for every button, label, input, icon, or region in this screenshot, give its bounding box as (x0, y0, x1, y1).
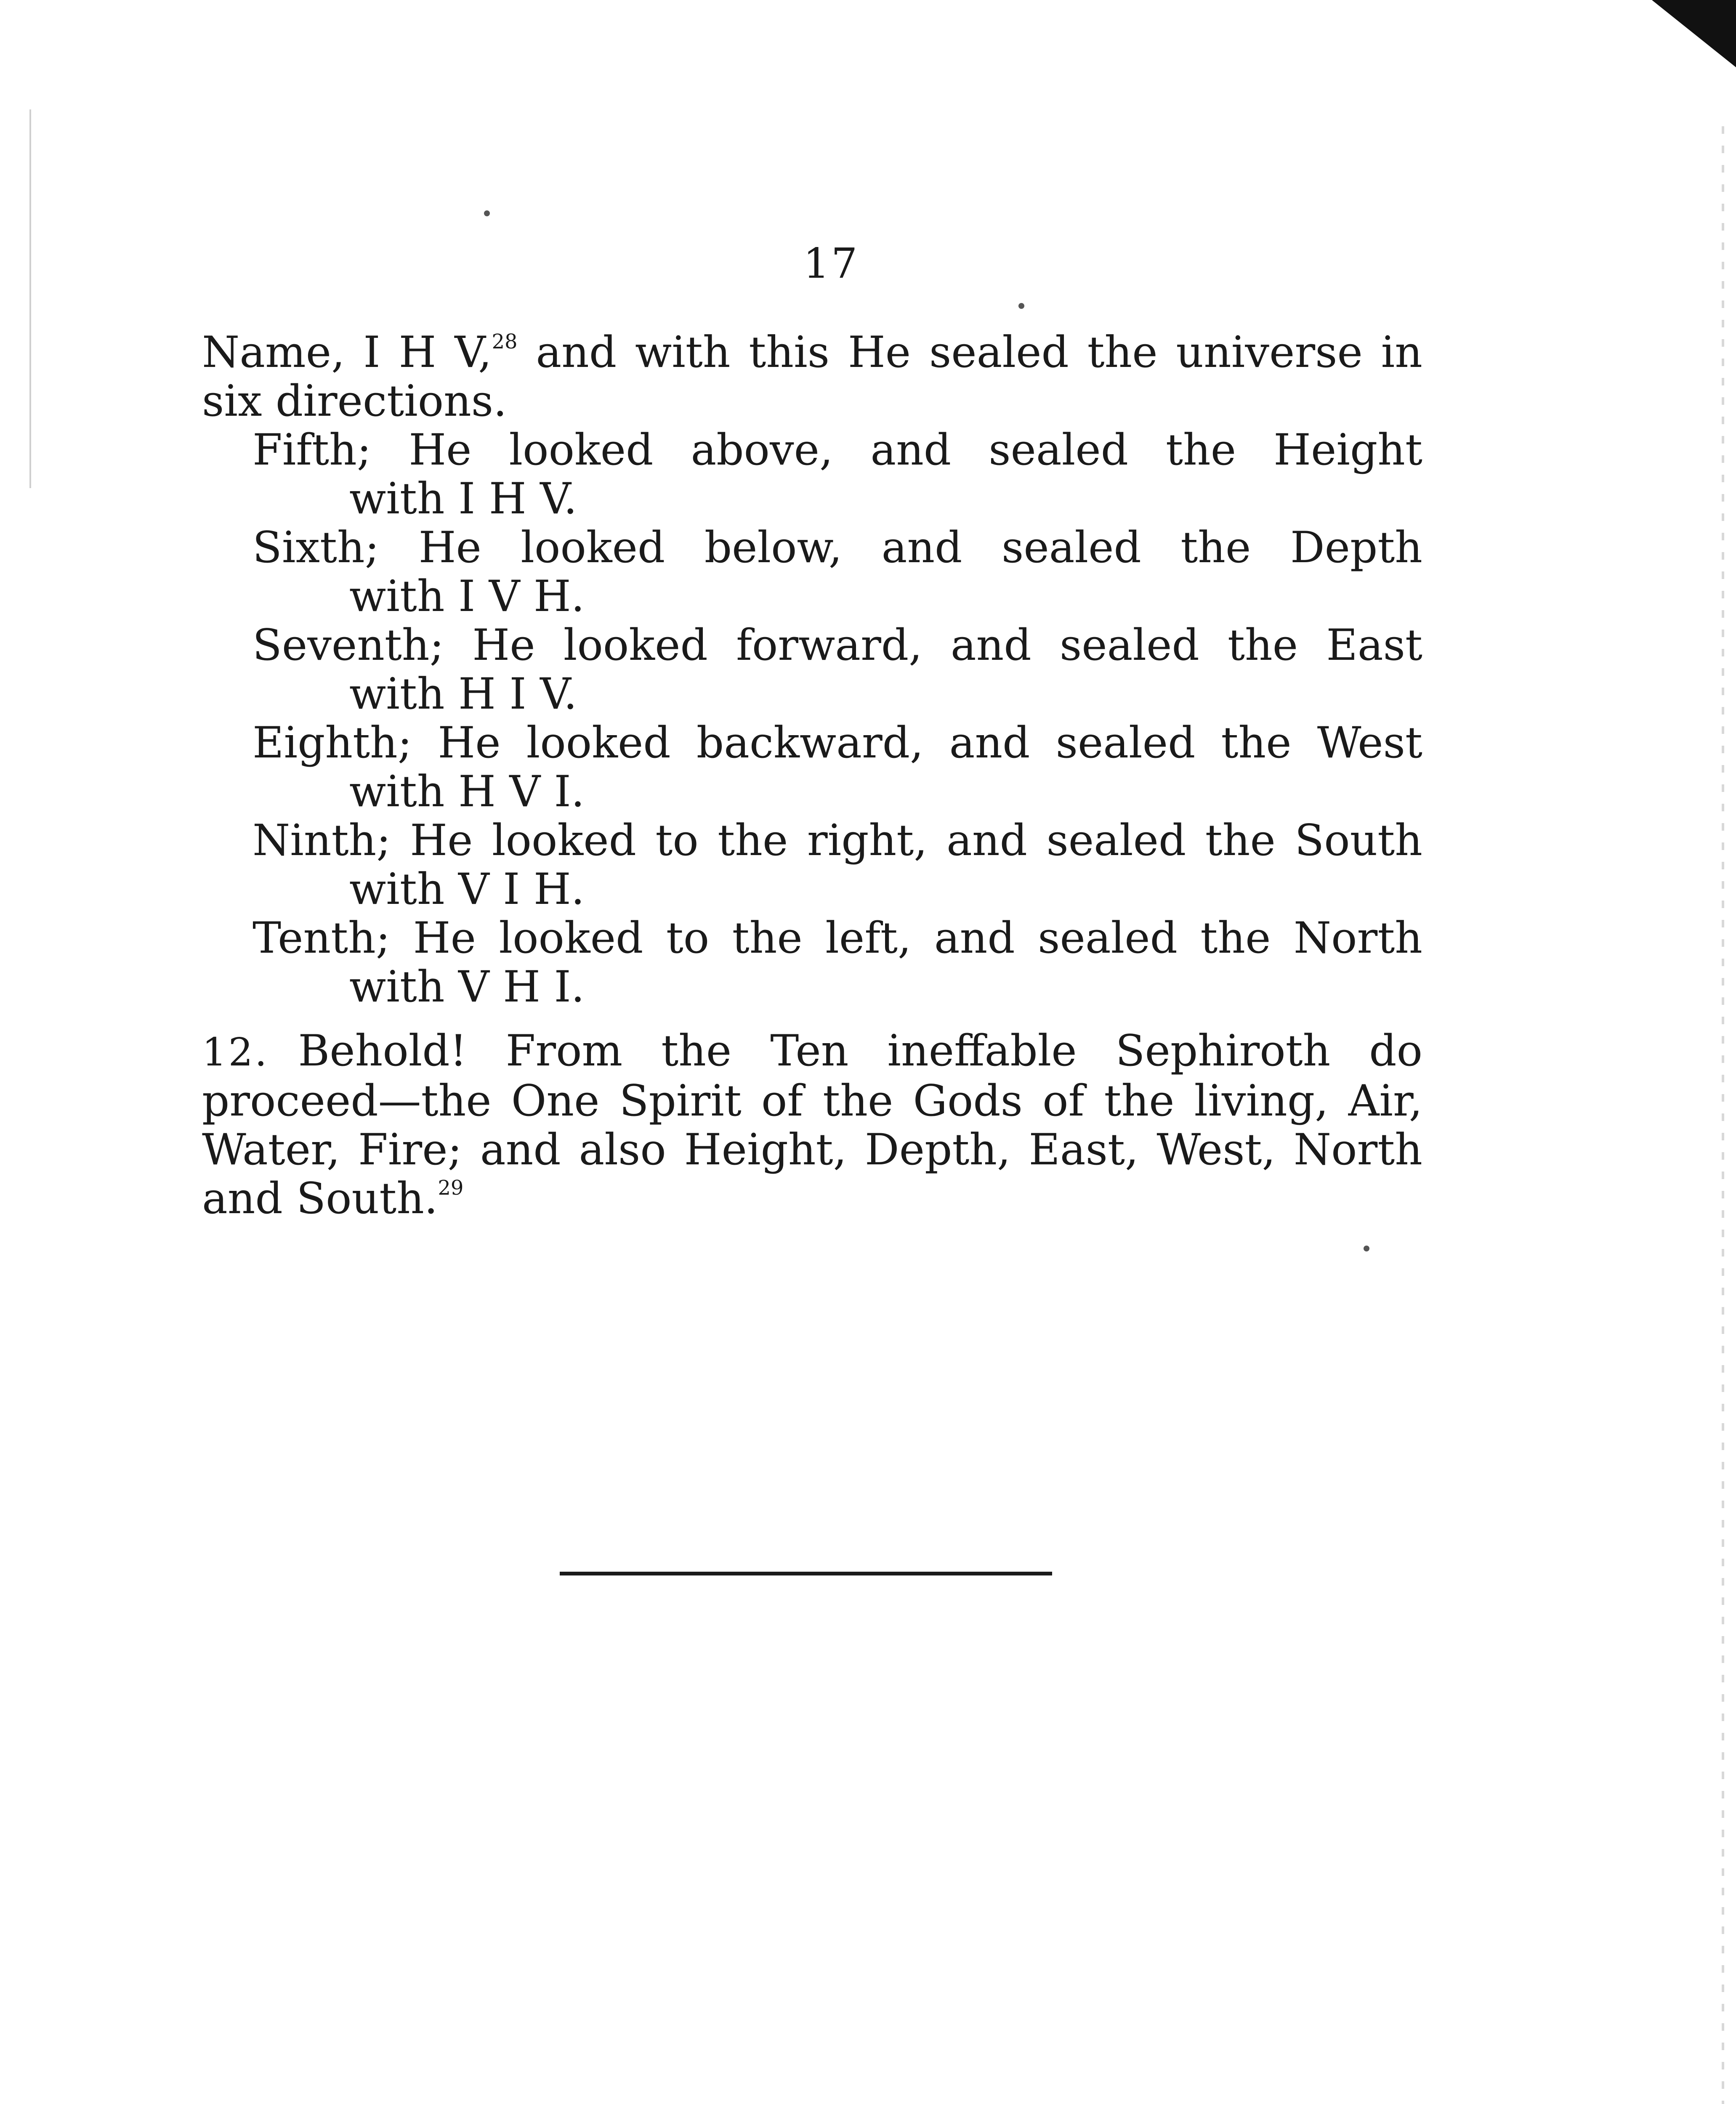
clause-seventh (202, 621, 1422, 719)
clause-ninth (202, 816, 1422, 914)
scan-right-edge (1722, 126, 1724, 2104)
intro-text-end: and with this He sealed the universe in six directions. (202, 327, 1422, 426)
clause-line: Tenth; He looked to the left, and sealed the North (253, 913, 1422, 963)
clause-line: Seventh; He looked forward, and sealed the East (253, 620, 1422, 670)
clause-continuation: with I V H. (349, 571, 585, 622)
section-number: 12. (202, 1030, 269, 1075)
scan-speck (1364, 1246, 1369, 1251)
clause-continuation: with V I H. (349, 864, 585, 914)
section-text: Behold! From the Ten ineffable Sephiroth do proceed—the One Spirit of the Gods of the living, Air, Water, Fire; and also Height, Depth, East, West, North and South. (202, 1026, 1422, 1224)
clause-continuation: with V H I. (349, 962, 585, 1012)
page-number: 17 (803, 240, 859, 288)
clause-line: Fifth; He looked above, and sealed the Height (253, 425, 1422, 475)
clause-tenth (202, 914, 1422, 1012)
scan-left-edge (29, 109, 31, 488)
main-text (202, 328, 1422, 1223)
scan-corner-mark (1652, 0, 1736, 67)
scan-speck (1018, 303, 1024, 309)
scan-speck (484, 210, 490, 216)
intro-text-start: Name, I H V, (202, 327, 492, 377)
clause-sixth (202, 523, 1422, 621)
clause-continuation: with H V I. (349, 767, 585, 817)
footnote-ref-29: 29 (438, 1176, 464, 1200)
intro-paragraph (202, 328, 1422, 426)
clause-continuation: with I H V. (349, 474, 577, 524)
section-12-paragraph (202, 1027, 1422, 1223)
clause-eighth (202, 719, 1422, 816)
clause-line: Ninth; He looked to the right, and sealed the South (253, 816, 1422, 866)
footnote-ref-28: 28 (492, 330, 518, 353)
section-divider-rule (560, 1572, 1052, 1575)
clause-continuation: with H I V. (349, 669, 577, 719)
clause-line: Sixth; He looked below, and sealed the Depth (253, 523, 1422, 573)
clause-line: Eighth; He looked backward, and sealed the West (253, 718, 1422, 768)
clause-fifth (202, 426, 1422, 523)
